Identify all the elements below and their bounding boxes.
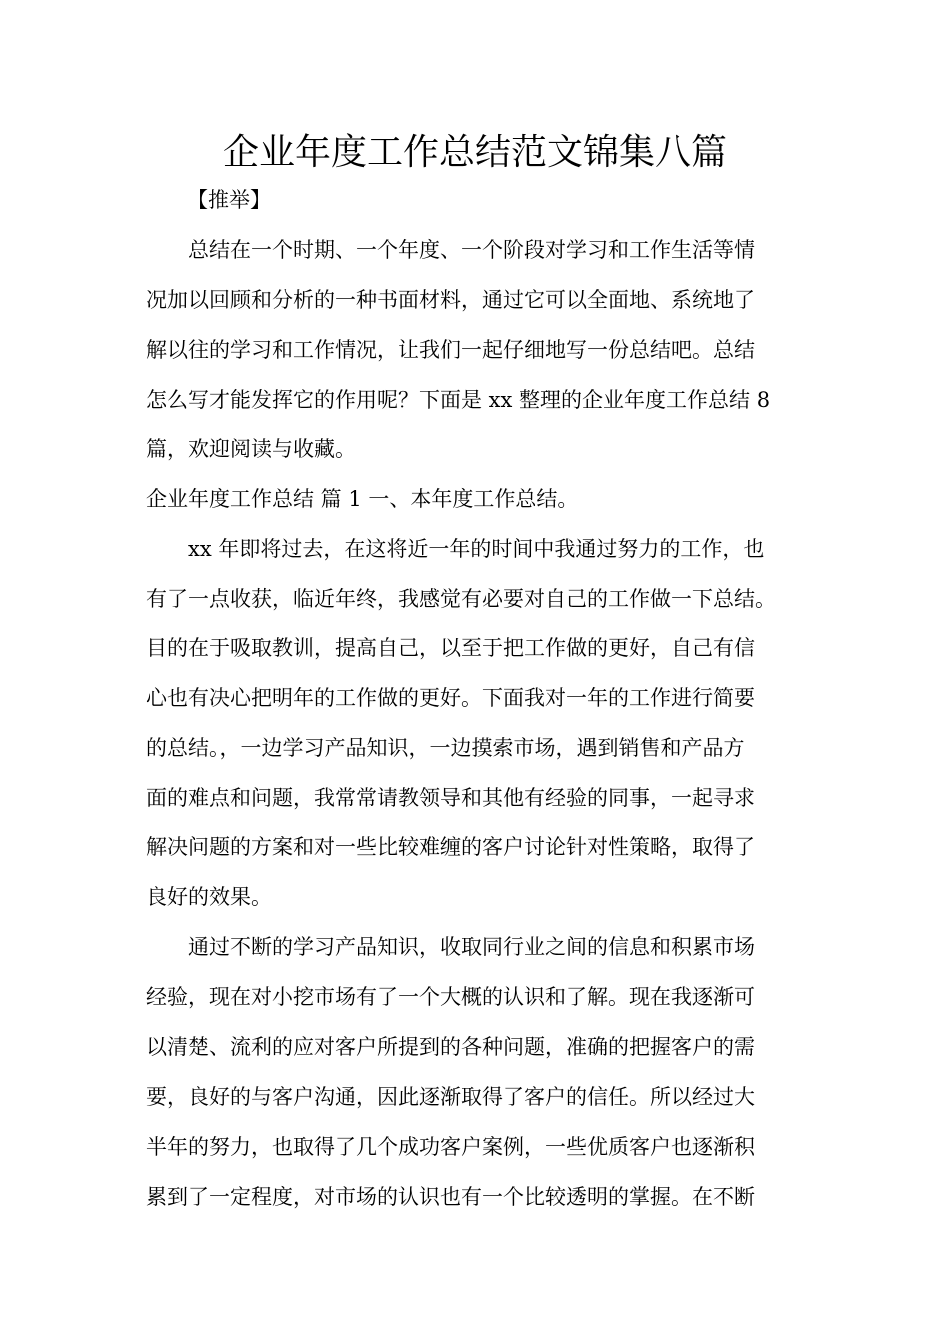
recommend-label: 【推举】 bbox=[187, 188, 271, 212]
paragraph-line: 面的难点和问题，我常常请教领导和其他有经验的同事，一起寻求 bbox=[146, 786, 755, 810]
paragraph-line: 心也有决心把明年的工作做的更好。下面我对一年的工作进行简要 bbox=[146, 686, 755, 710]
paragraph-line: 解以往的学习和工作情况，让我们一起仔细地写一份总结吧。总结 bbox=[146, 338, 755, 362]
paragraph-line: xx 年即将过去，在这将近一年的时间中我通过努力的工作，也 bbox=[188, 537, 765, 561]
section-heading-line: 企业年度工作总结 篇 1 一、本年度工作总结。 bbox=[146, 487, 579, 511]
paragraph-line: 有了一点收获，临近年终，我感觉有必要对自己的工作做一下总结。 bbox=[146, 587, 776, 611]
paragraph-line: 况加以回顾和分析的一种书面材料，通过它可以全面地、系统地了 bbox=[146, 288, 755, 312]
paragraph-line: 目的在于吸取教训，提高自己，以至于把工作做的更好，自己有信 bbox=[146, 636, 755, 660]
paragraph-line: 累到了一定程度，对市场的认识也有一个比较透明的掌握。在不断 bbox=[146, 1185, 755, 1209]
paragraph-line: 解决问题的方案和对一些比较难缠的客户讨论针对性策略，取得了 bbox=[146, 835, 755, 859]
paragraph-line: 通过不断的学习产品知识，收取同行业之间的信息和积累市场 bbox=[188, 935, 755, 959]
paragraph-line: 总结在一个时期、一个年度、一个阶段对学习和工作生活等情 bbox=[188, 238, 755, 262]
paragraph-line: 经验，现在对小挖市场有了一个大概的认识和了解。现在我逐渐可 bbox=[146, 985, 755, 1009]
paragraph-line: 良好的效果。 bbox=[146, 885, 272, 909]
paragraph-line: 半年的努力，也取得了几个成功客户案例，一些优质客户也逐渐积 bbox=[146, 1135, 755, 1159]
paragraph-line: 篇，欢迎阅读与收藏。 bbox=[146, 437, 356, 461]
paragraph-line: 怎么写才能发挥它的作用呢？下面是 xx 整理的企业年度工作总结 8 bbox=[146, 388, 771, 412]
document-title: 企业年度工作总结范文锦集八篇 bbox=[222, 132, 727, 173]
paragraph-line: 的总结。，一边学习产品知识，一边摸索市场，遇到销售和产品方 bbox=[146, 736, 745, 760]
paragraph-line: 要，良好的与客户沟通，因此逐渐取得了客户的信任。所以经过大 bbox=[146, 1085, 755, 1109]
paragraph-line: 以清楚、流利的应对客户所提到的各种问题，准确的把握客户的需 bbox=[146, 1035, 755, 1059]
